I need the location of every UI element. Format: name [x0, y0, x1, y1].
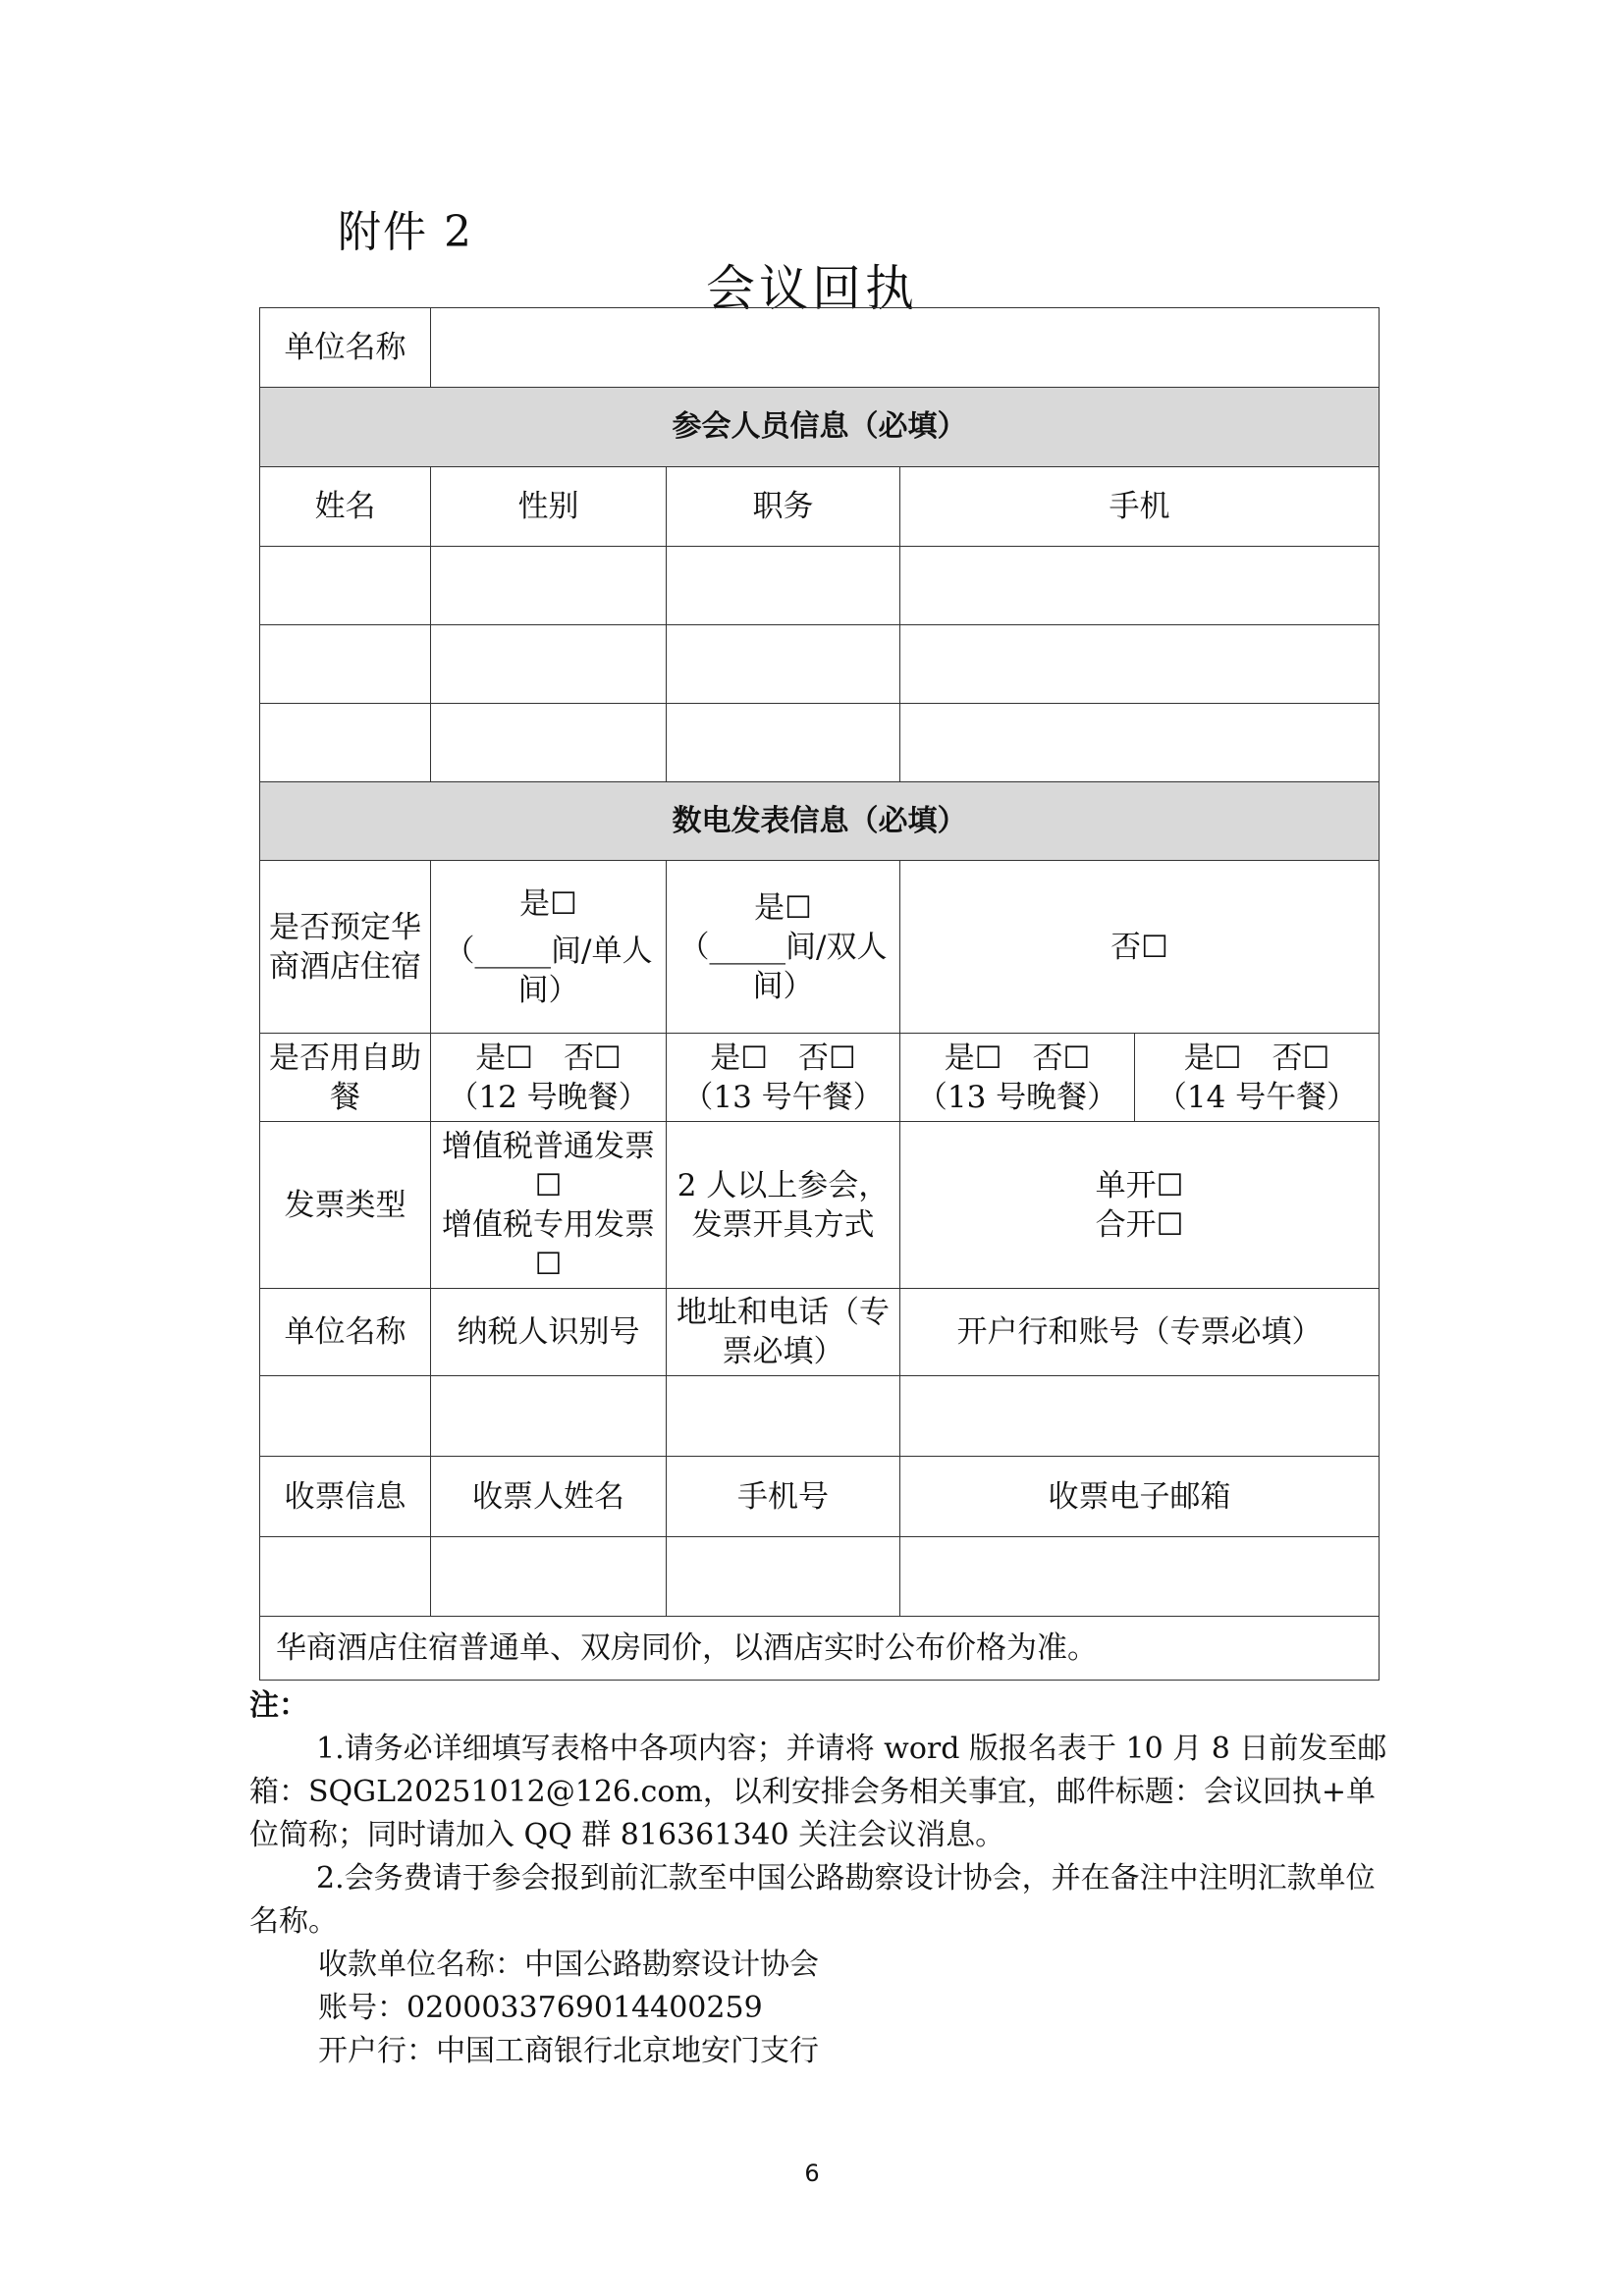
buffet-option[interactable] [900, 1034, 1135, 1122]
invoice-combined-option[interactable]: 合开☐ [1095, 1206, 1184, 1243]
bank-info: 开户行：中国工商银行北京地安门支行 [318, 2034, 819, 2068]
billing-address-phone-cell[interactable] [667, 1376, 900, 1457]
receipt-recipient-cell[interactable] [431, 1537, 667, 1617]
attendee-header-row [260, 467, 1380, 547]
attendee-phone-cell[interactable] [900, 547, 1380, 625]
buffet-choice[interactable]: 是☐ 否☐ [1183, 1040, 1330, 1076]
buffet-option[interactable] [431, 1034, 667, 1122]
buffet-choice[interactable]: 是☐ 否☐ [944, 1040, 1091, 1076]
notes-section [249, 1684, 1388, 2073]
hotel-row [260, 861, 1380, 1034]
buffet-meal: （13 号午餐） [682, 1079, 884, 1115]
invoice-type-options[interactable] [431, 1122, 667, 1289]
buffet-option[interactable] [1135, 1034, 1380, 1122]
hotel-double-option[interactable] [667, 861, 900, 1034]
invoice-special-option[interactable]: 增值税专用发票☐ [442, 1206, 655, 1282]
billing-unit-name-header: 单位名称 [260, 1289, 431, 1376]
buffet-choice[interactable]: 是☐ 否☐ [710, 1040, 856, 1076]
attendee-gender-cell[interactable] [431, 547, 667, 625]
attendee-name-cell[interactable] [260, 704, 431, 782]
header-position: 职务 [667, 467, 900, 547]
page-title: 会议回执 [706, 260, 918, 317]
buffet-meal: （12 号晚餐） [448, 1079, 649, 1115]
unit-name-label: 单位名称 [260, 308, 431, 388]
header-phone: 手机 [900, 467, 1380, 547]
billing-unit-name-cell[interactable] [260, 1376, 431, 1457]
attendee-name-cell[interactable] [260, 547, 431, 625]
hotel-double-detail: （_____间/双人间） [678, 929, 888, 1004]
billing-bank-account-cell[interactable] [900, 1376, 1380, 1457]
attendee-row [260, 547, 1380, 625]
attendee-gender-cell[interactable] [431, 625, 667, 704]
buffet-row [260, 1034, 1380, 1122]
payee-info: 收款单位名称：中国公路勘察设计协会 [318, 1948, 819, 1982]
note-item-2: 2.会务费请于参会报到前汇款至中国公路勘察设计协会，并在备注中注明汇款单位名称。 [249, 1861, 1376, 1939]
receipt-phone-header: 手机号 [667, 1457, 900, 1537]
receipt-email-cell[interactable] [900, 1537, 1380, 1617]
account-info: 账号：0200033769014400259 [318, 1991, 763, 2025]
invoice-section-header [260, 782, 1380, 861]
attendee-name-cell[interactable] [260, 625, 431, 704]
hotel-price-note: 华商酒店住宿普通单、双房同价，以酒店实时公布价格为准。 [260, 1617, 1380, 1681]
footer-note-row [260, 1617, 1380, 1681]
buffet-label: 是否用自助餐 [260, 1034, 431, 1122]
billing-taxpayer-id-cell[interactable] [431, 1376, 667, 1457]
billing-address-phone-header: 地址和电话（专票必填） [667, 1289, 900, 1376]
hotel-single-option[interactable] [431, 861, 667, 1034]
receipt-input-row [260, 1537, 1380, 1617]
invoice-type-label: 发票类型 [260, 1122, 431, 1289]
attachment-label: 附件 2 [338, 207, 473, 257]
invoice-issue-options[interactable] [900, 1122, 1380, 1289]
buffet-option[interactable] [667, 1034, 900, 1122]
receipt-phone-cell[interactable] [667, 1537, 900, 1617]
billing-input-row [260, 1376, 1380, 1457]
attendee-row [260, 704, 1380, 782]
page-number: 6 [804, 2160, 820, 2187]
invoice-section-title: 数电发表信息（必填） [260, 782, 1380, 861]
receipt-recipient-header: 收票人姓名 [431, 1457, 667, 1537]
receipt-header-row [260, 1457, 1380, 1537]
notes-heading: 注： [249, 1688, 308, 1723]
attendees-section-header [260, 388, 1380, 467]
attendee-phone-cell[interactable] [900, 625, 1380, 704]
attendee-position-cell[interactable] [667, 625, 900, 704]
registration-form-table [259, 307, 1380, 1681]
receipt-info-cell[interactable] [260, 1537, 431, 1617]
hotel-no-option[interactable]: 否☐ [900, 861, 1380, 1034]
hotel-double-yes[interactable]: 是☐ [754, 889, 812, 926]
header-gender: 性别 [431, 467, 667, 547]
buffet-meal: （14 号午餐） [1156, 1079, 1358, 1115]
attendee-position-cell[interactable] [667, 704, 900, 782]
invoice-normal-option[interactable]: 增值税普通发票☐ [442, 1128, 655, 1203]
attendee-position-cell[interactable] [667, 547, 900, 625]
invoice-type-row [260, 1122, 1380, 1289]
invoice-separate-option[interactable]: 单开☐ [1095, 1167, 1184, 1203]
unit-name-row [260, 308, 1380, 388]
billing-header-row [260, 1289, 1380, 1376]
hotel-single-yes[interactable]: 是☐ [519, 885, 577, 922]
receipt-email-header: 收票电子邮箱 [900, 1457, 1380, 1537]
unit-name-input-cell[interactable] [431, 308, 1380, 388]
receipt-info-header: 收票信息 [260, 1457, 431, 1537]
hotel-single-detail: （_____间/单人间） [444, 933, 653, 1008]
billing-taxpayer-id-header: 纳税人识别号 [431, 1289, 667, 1376]
attendee-gender-cell[interactable] [431, 704, 667, 782]
invoice-multi-label: 2 人以上参会，发票开具方式 [667, 1122, 900, 1289]
buffet-meal: （13 号晚餐） [916, 1079, 1118, 1115]
billing-bank-account-header: 开户行和账号（专票必填） [900, 1289, 1380, 1376]
note-item-1: 1.请务必详细填写表格中各项内容；并请将 word 版报名表于 10 月 8 日前发至邮箱：SQGL20251012@126.com，以利安排会务相关事宜，邮件标题：会议回执+单位简称；同时请加入 QQ 群 816361340 关注会议消息。 [249, 1732, 1387, 1852]
header-name: 姓名 [260, 467, 431, 547]
buffet-choice[interactable]: 是☐ 否☐ [475, 1040, 622, 1076]
attendee-row [260, 625, 1380, 704]
attendees-section-title: 参会人员信息（必填） [260, 388, 1380, 467]
hotel-label: 是否预定华商酒店住宿 [260, 861, 431, 1034]
attendee-phone-cell[interactable] [900, 704, 1380, 782]
